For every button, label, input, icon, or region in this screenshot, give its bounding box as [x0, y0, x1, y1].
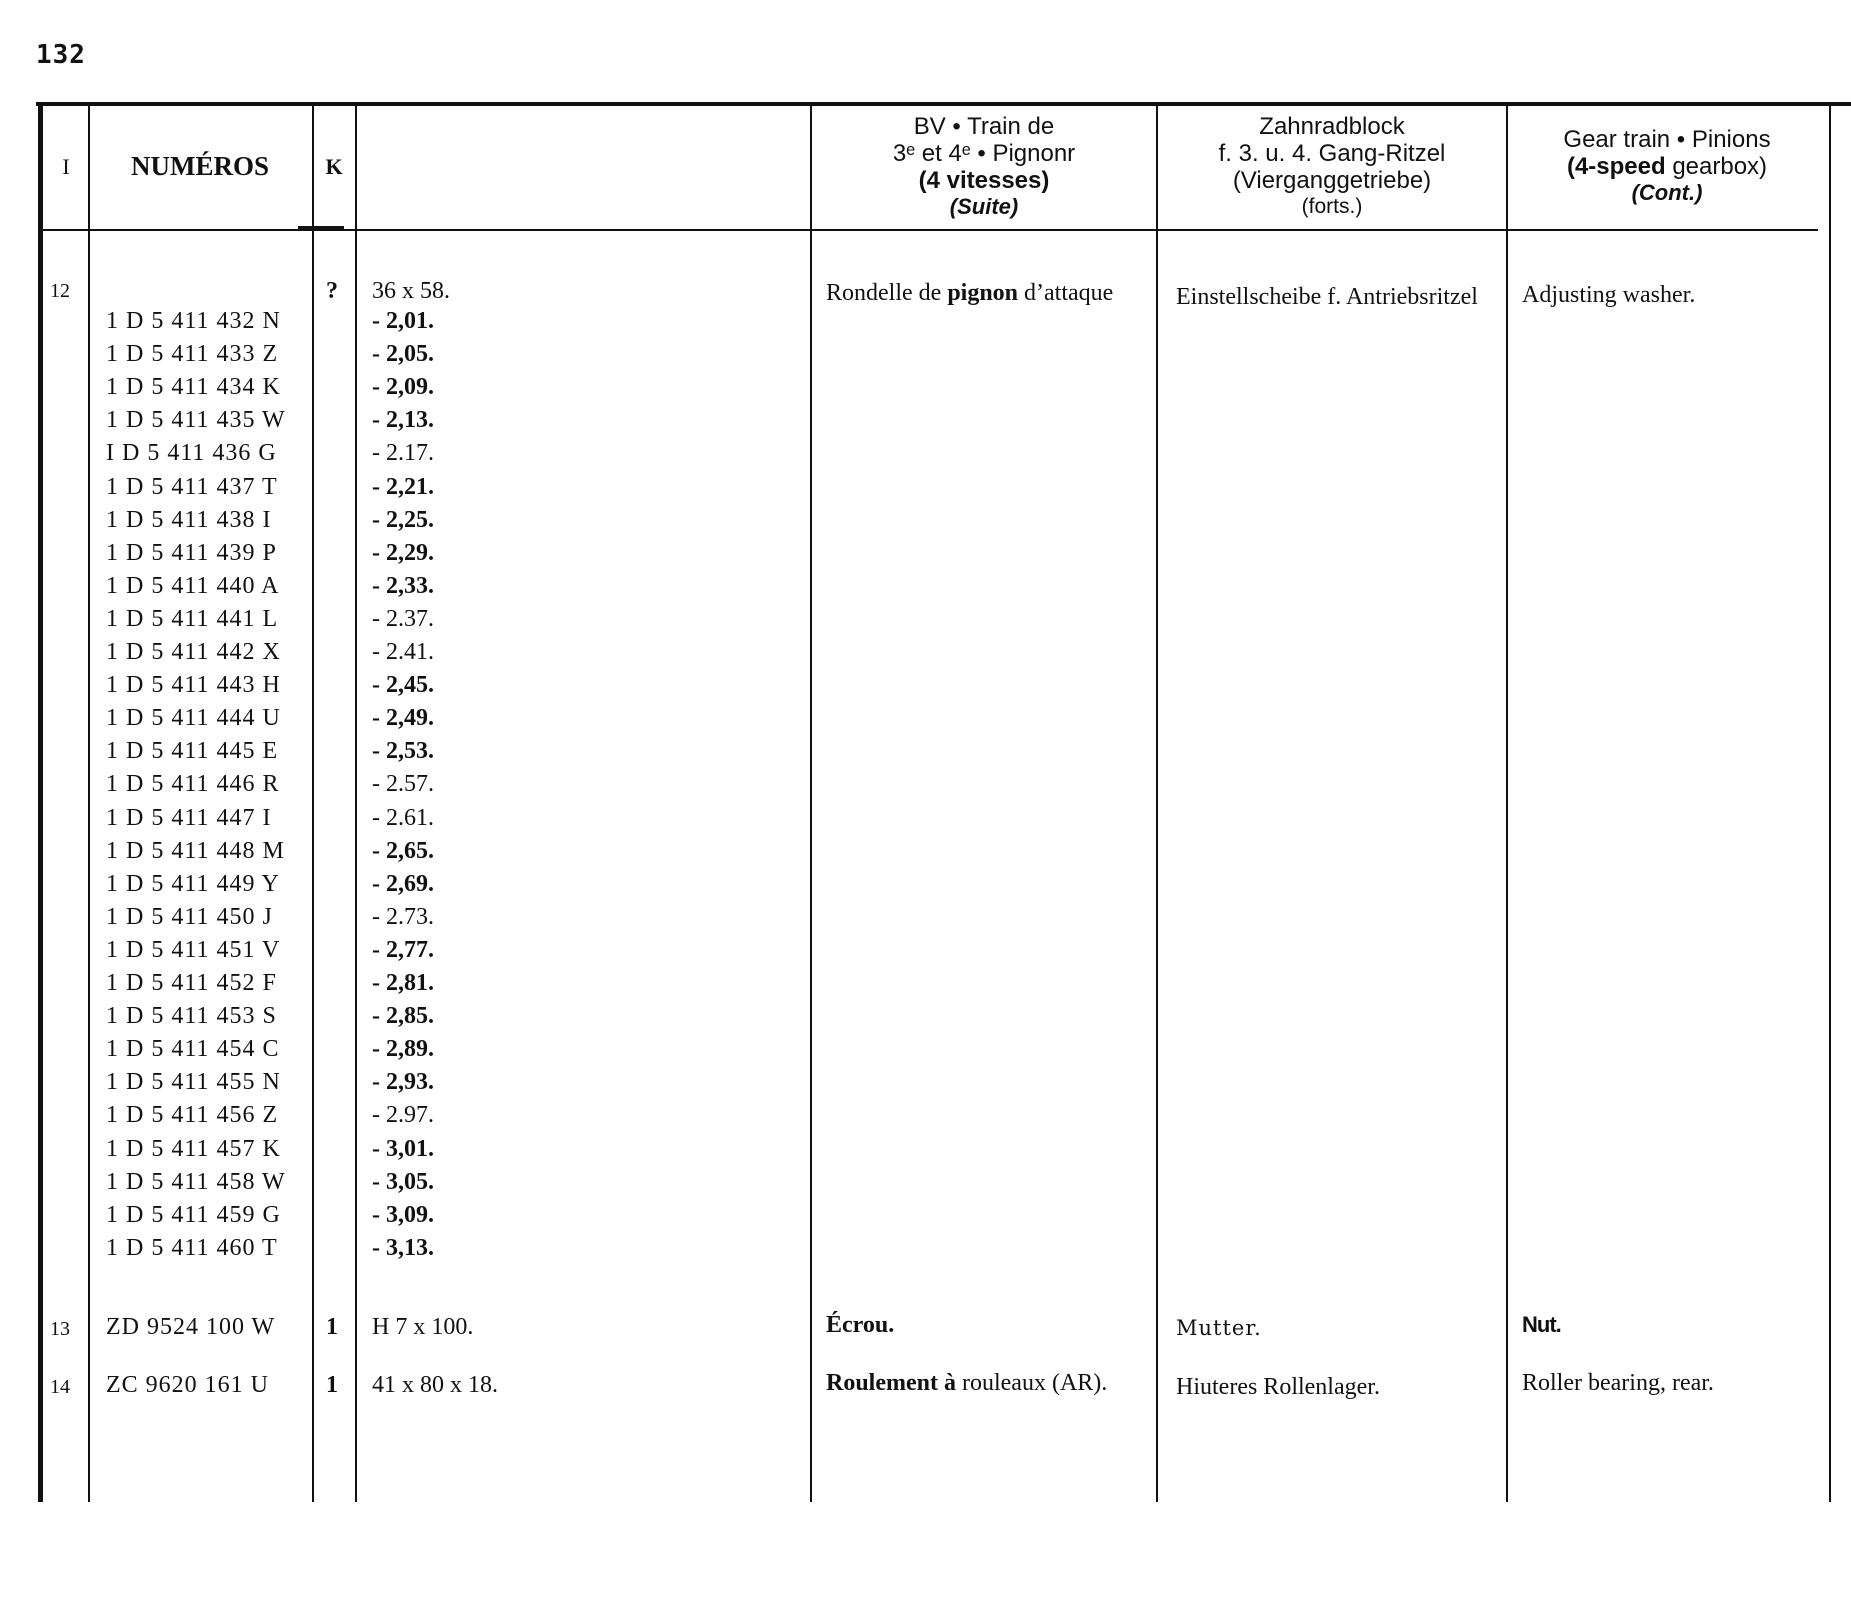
column-divider-numeros — [312, 104, 314, 1502]
item13-desc-de: Mutter. — [1176, 1316, 1262, 1340]
item13-spec: H 7 x 100. — [372, 1314, 474, 1340]
column-divider-spec — [810, 104, 812, 1502]
item13-desc-fr: Écrou. — [826, 1312, 895, 1338]
item14-desc-fr — [826, 1370, 1107, 1397]
washer-thickness: - 2.97. — [372, 1102, 434, 1129]
row-number-12: 12 — [50, 280, 70, 302]
item12-quantity: ? — [326, 278, 338, 304]
washer-part-number: 1 D 5 411 440 A — [106, 572, 280, 599]
washer-thickness: - 3,05. — [372, 1168, 434, 1195]
washer-part-number: 1 D 5 411 443 H — [106, 672, 281, 699]
washer-thickness: - 2.73. — [372, 903, 434, 930]
item14-spec: 41 x 80 x 18. — [372, 1372, 498, 1398]
washer-part-number: 1 D 5 411 449 Y — [106, 870, 280, 897]
header-en-line2 — [1567, 154, 1767, 181]
header-en-line2-rest: gearbox) — [1665, 153, 1768, 181]
column-divider-i — [88, 104, 90, 1502]
row-number-13: 13 — [50, 1318, 70, 1340]
header-en-line1: Gear train • Pinions — [1563, 126, 1771, 154]
washer-thickness: - 2,53. — [372, 738, 434, 765]
item12-desc-fr-bold: pignon — [947, 280, 1019, 306]
washer-part-number: 1 D 5 411 437 T — [106, 473, 278, 500]
item14-quantity: 1 — [326, 1372, 338, 1398]
header-numeros: NUMÉROS — [130, 151, 269, 181]
washer-part-number: 1 D 5 411 460 T — [106, 1234, 278, 1261]
row-number-14: 14 — [50, 1376, 70, 1398]
column-divider-de — [1506, 104, 1508, 1502]
header-fr-line2: 3ᵉ et 4ᵉ • Pignonr — [892, 139, 1076, 167]
washer-thickness: - 2.41. — [372, 639, 434, 665]
washer-thickness: - 2,21. — [372, 473, 434, 500]
item14-part-number: ZC 9620 161 U — [106, 1372, 269, 1398]
washer-thickness: - 3,01. — [372, 1135, 434, 1162]
washer-thickness: - 2,45. — [372, 672, 434, 699]
table-left-border — [38, 104, 43, 1502]
washer-thickness: - 2,01. — [372, 308, 434, 334]
item13-desc-en: Nut. — [1522, 1312, 1561, 1337]
washer-part-number: 1 D 5 411 445 E — [106, 738, 279, 765]
washer-thickness: - 2,25. — [372, 506, 434, 533]
washer-part-number: I D 5 411 436 G — [106, 440, 277, 467]
washer-thickness: - 2,49. — [372, 705, 434, 732]
item12-desc-fr-post: d’attaque — [1018, 280, 1114, 306]
washer-thickness: - 2,33. — [372, 572, 434, 599]
column-divider-fr — [1156, 104, 1158, 1502]
washer-part-number: 1 D 5 411 458 W — [106, 1168, 286, 1195]
washer-thickness: - 2.61. — [372, 804, 434, 831]
header-en-line3: (Cont.) — [1631, 180, 1703, 206]
washer-thickness: - 2.17. — [372, 440, 434, 467]
washer-part-number: 1 D 5 411 459 G — [106, 1201, 281, 1228]
washer-thickness: - 2,85. — [372, 1003, 434, 1030]
header-de-line3: (Vierganggetriebe) — [1232, 167, 1432, 195]
item14-desc-fr-bold: Roulement à — [826, 1370, 956, 1396]
header-de-line4: (forts.) — [1301, 195, 1363, 219]
washer-part-number: 1 D 5 411 435 W — [106, 407, 286, 434]
page-number: 132 — [36, 40, 86, 70]
washer-thickness: - 3,09. — [372, 1201, 434, 1228]
washer-thickness: - 2,05. — [372, 341, 434, 368]
washer-thickness: - 2,65. — [372, 837, 434, 864]
item12-desc-fr-pre: Rondelle de — [826, 280, 948, 306]
header-de-line1: Zahnradblock — [1259, 113, 1405, 141]
washer-part-number: 1 D 5 411 444 U — [106, 705, 281, 732]
washer-thickness: - 2,93. — [372, 1069, 434, 1096]
washer-thickness: - 2,09. — [372, 374, 434, 401]
header-en-line2-bold: (4-speed — [1566, 153, 1666, 181]
header-fr-line1: BV • Train de — [913, 112, 1055, 140]
item12-desc-en: Adjusting washer. — [1522, 282, 1696, 308]
header-french — [812, 104, 1156, 229]
washer-part-number: 1 D 5 411 451 V — [106, 936, 281, 963]
washer-part-number: 1 D 5 411 434 K — [106, 374, 281, 401]
washer-part-number: 1 D 5 411 432 N — [106, 308, 281, 334]
header-fr-line3: (4 vitesses) — [918, 166, 1050, 194]
item12-desc-de: Einstellscheibe f. Antriebsritzel — [1176, 284, 1478, 310]
washer-part-number: 1 D 5 411 450 J — [106, 903, 273, 930]
washer-part-number: 1 D 5 411 454 C — [106, 1036, 280, 1063]
header-index: I — [62, 153, 70, 179]
washer-part-number: 1 D 5 411 438 I — [106, 506, 272, 533]
washer-thickness: - 2,29. — [372, 539, 434, 566]
washer-thickness: - 3,13. — [372, 1234, 434, 1261]
washer-part-number: 1 D 5 411 433 Z — [106, 341, 279, 368]
washer-thickness: - 2.57. — [372, 771, 434, 798]
washer-part-number: 1 D 5 411 457 K — [106, 1135, 281, 1162]
washer-thickness: - 2,89. — [372, 1036, 434, 1063]
washer-part-number: 1 D 5 411 456 Z — [106, 1102, 279, 1129]
item12-desc-fr — [826, 280, 1113, 307]
washer-part-number: 1 D 5 411 452 F — [106, 970, 277, 996]
column-divider-k — [355, 104, 357, 1502]
item14-desc-en: Roller bearing, rear. — [1522, 1370, 1714, 1396]
item13-quantity: 1 — [326, 1314, 338, 1340]
washer-thickness: - 2.37. — [372, 605, 434, 632]
header-german — [1158, 104, 1506, 229]
washer-part-number: 1 D 5 411 447 I — [106, 804, 272, 831]
washer-part-number: 1 D 5 411 446 R — [106, 771, 280, 798]
washer-thickness: - 2,77. — [372, 936, 434, 963]
washer-part-number: 1 D 5 411 448 M — [106, 837, 285, 864]
item13-part-number: ZD 9524 100 W — [106, 1314, 276, 1340]
item12-spec: 36 x 58. — [372, 278, 450, 304]
washer-thickness: - 2,13. — [372, 407, 434, 434]
item14-desc-de: Hiuteres Rollenlager. — [1176, 1374, 1380, 1400]
header-k: K — [325, 153, 343, 179]
washer-thickness: - 2,81. — [372, 970, 434, 996]
item14-desc-fr-rest: rouleaux (AR). — [955, 1370, 1108, 1396]
washer-part-number: 1 D 5 411 442 X — [106, 639, 281, 665]
washer-part-number: 1 D 5 411 455 N — [106, 1069, 281, 1096]
header-de-line2: f. 3. u. 4. Gang-Ritzel — [1218, 140, 1446, 168]
table-right-border — [1829, 104, 1831, 1502]
washer-thickness: - 2,69. — [372, 870, 434, 897]
washer-part-number: 1 D 5 411 439 P — [106, 539, 277, 566]
washer-part-number: 1 D 5 411 441 L — [106, 605, 279, 632]
header-english — [1508, 104, 1826, 229]
washer-part-number: 1 D 5 411 453 S — [106, 1003, 277, 1030]
header-bottom-rule — [42, 229, 1818, 231]
header-fr-line4: (Suite) — [949, 193, 1019, 219]
